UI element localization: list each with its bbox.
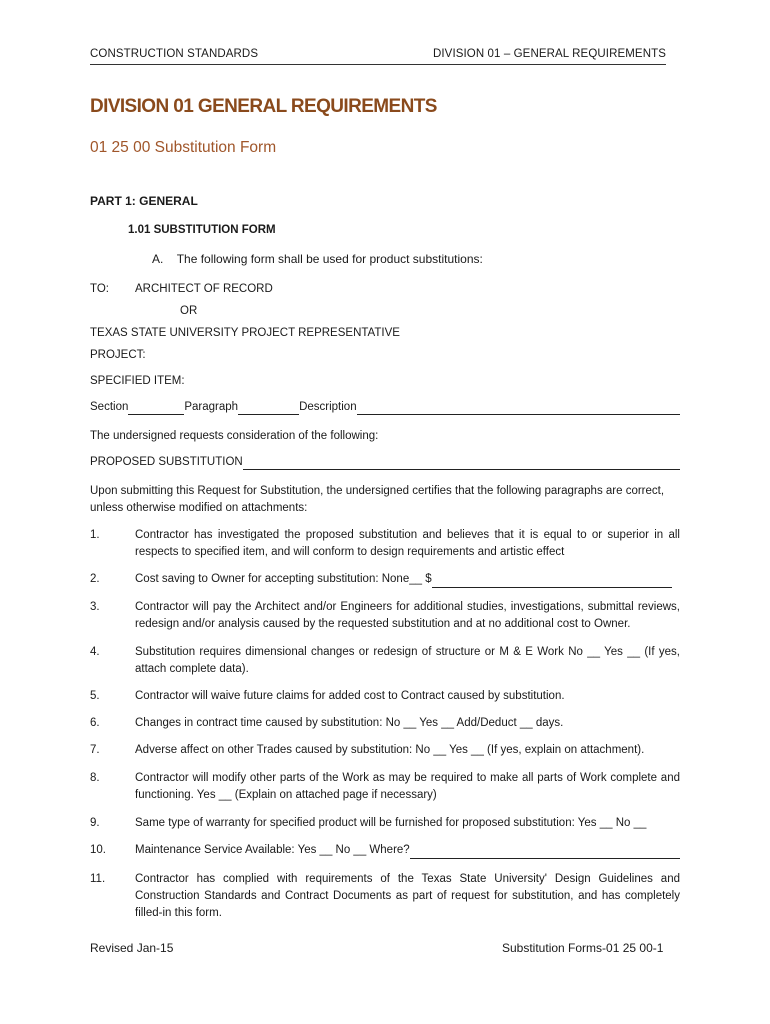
item-a — [152, 251, 483, 268]
subsection-heading: 1.01 SUBSTITUTION FORM — [128, 224, 276, 236]
specified-item-label: SPECIFIED ITEM: — [90, 375, 185, 387]
section-label: Section — [90, 401, 129, 413]
list-item-number: 7. — [90, 744, 100, 756]
to-label: TO: — [90, 283, 109, 295]
list-item-number: 8. — [90, 772, 100, 784]
list-item-content — [135, 842, 680, 859]
texas-state-rep: TEXAS STATE UNIVERSITY PROJECT REPRESENTATIVE — [90, 327, 400, 339]
document-subtitle: 01 25 00 Substitution Form — [90, 139, 277, 156]
proposed-substitution-label: PROPOSED SUBSTITUTION — [90, 456, 243, 468]
item-a-text: The following form shall be used for product substitutions: — [176, 252, 483, 266]
list-item-number: 3. — [90, 601, 100, 613]
footer-revision: Revised Jan-15 — [90, 941, 174, 955]
list-item-number: 2. — [90, 573, 100, 585]
list-item-number: 9. — [90, 817, 100, 829]
list-item-text: Contractor will waive future claims for added cost to Contract caused by substitution. — [135, 690, 565, 702]
or-text: OR — [180, 305, 198, 317]
list-item-text: Same type of warranty for specified product will be furnished for proposed substitution: Yes __ No __ — [135, 817, 647, 829]
list-item-number: 11. — [90, 873, 106, 885]
upon-submitting-paragraph: Upon submitting this Request for Substitution, the undersigned certifies that the following paragraphs are correct, unless otherwise modified on attachments: — [90, 485, 665, 514]
footer-page-id: Substitution Forms-01 25 00-1 — [502, 941, 664, 955]
section-blank[interactable] — [128, 402, 184, 415]
header-left-text: CONSTRUCTION STANDARDS — [90, 48, 259, 60]
undersigned-requests-text: The undersigned requests consideration of the following: — [90, 430, 379, 442]
list-item-number: 4. — [90, 646, 100, 658]
document-title: DIVISION 01 GENERAL REQUIREMENTS — [90, 96, 437, 117]
part-heading: PART 1: GENERAL — [90, 194, 198, 208]
list-item-number: 6. — [90, 717, 100, 729]
paragraph-blank[interactable] — [238, 402, 299, 415]
list-item-text: Cost saving to Owner for accepting substitution: None__ $ — [135, 573, 432, 585]
cost-saving-blank[interactable] — [432, 575, 672, 588]
list-item-number: 5. — [90, 690, 100, 702]
list-item-text: Maintenance Service Available: Yes __ No __ Where? — [135, 844, 410, 856]
list-item-content — [135, 571, 680, 588]
description-label: Description — [299, 401, 357, 413]
to-value: ARCHITECT OF RECORD — [135, 283, 273, 295]
list-item-text: Changes in contract time caused by substitution: No __ Yes __ Add/Deduct __ days. — [135, 717, 564, 729]
maintenance-where-blank[interactable] — [410, 846, 680, 859]
item-a-label: A. — [152, 252, 164, 266]
list-item-text: Adverse affect on other Trades caused by substitution: No __ Yes __ (If yes, explain on attachment). — [135, 744, 645, 756]
page-header — [90, 48, 666, 65]
list-item-number: 1. — [90, 529, 100, 541]
section-paragraph-description-row — [90, 400, 680, 415]
list-item-text: Contractor has investigated the proposed substitution and believes that it is equal to or superior in all respects to specified item, and will conform to design requirements and artistic effect — [135, 529, 680, 558]
description-blank[interactable] — [357, 402, 680, 415]
list-item-text: Contractor will pay the Architect and/or Engineers for additional studies, investigations, submittal reviews, redesign and/or analysis caused by the requested substitution and at no additional cost to Owner. — [135, 601, 680, 630]
proposed-substitution-row — [90, 455, 680, 470]
list-item-text: Substitution requires dimensional changes or redesign of structure or M & E Work No __ Yes __ (If yes, attach complete data). — [135, 646, 680, 675]
paragraph-label: Paragraph — [184, 401, 239, 413]
list-item-number: 10. — [90, 844, 106, 856]
header-right-text: DIVISION 01 – GENERAL REQUIREMENTS — [432, 48, 666, 60]
list-item-text: Contractor will modify other parts of the Work as may be required to make all parts of Work complete and functioning. Yes __ (Explain on attached page if necessary) — [135, 772, 680, 801]
project-label: PROJECT: — [90, 349, 146, 361]
proposed-substitution-blank[interactable] — [243, 457, 680, 470]
list-item-text: Contractor has complied with requirements of the Texas State University' Design Guidelines and Construction Standards and Contract Documents as part of request for substitution, and has completely filled-in this form. — [135, 873, 680, 919]
